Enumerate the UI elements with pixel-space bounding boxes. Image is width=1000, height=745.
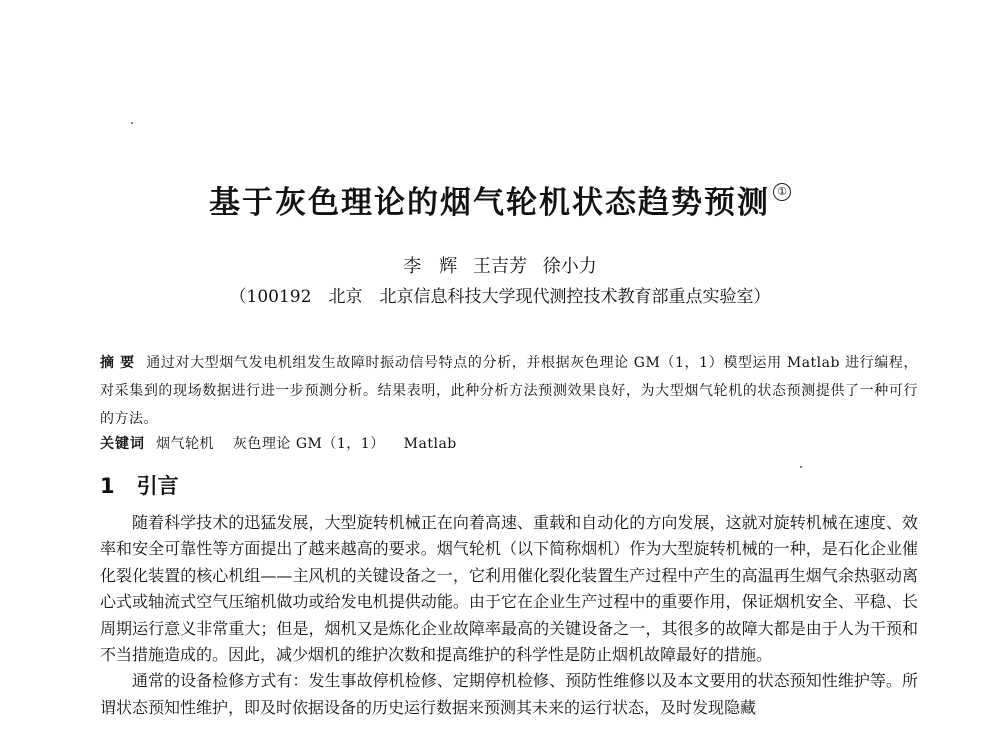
footnote-mark: ① — [773, 183, 791, 201]
keyword: Matlab — [403, 436, 457, 452]
keyword: 灰色理论 GM（1，1） — [232, 436, 385, 452]
paper-title — [0, 181, 1000, 225]
author-name: 徐小力 — [542, 256, 597, 277]
section-heading — [100, 470, 179, 502]
keyword: 烟气轮机 — [155, 436, 214, 452]
keywords — [100, 431, 918, 457]
section-title: 引言 — [136, 474, 179, 498]
body-text — [100, 510, 918, 721]
author-name: 李 辉 — [403, 256, 458, 277]
scan-speck — [800, 466, 802, 468]
abstract — [100, 349, 918, 433]
section-number: 1 — [100, 474, 115, 498]
abstract-text: 通过对大型烟气发电机组发生故障时振动信号特点的分析，并根据灰色理论 GM（1，1）模型运用 Matlab 进行编程，对采集到的现场数据进行进一步预测分析。结果表明，此种分析方法预测效果良好，为大型烟气轮机的状态预测提供了一种可行的方法。 — [100, 355, 919, 427]
paragraph: 通常的设备检修方式有：发生事故停机检修、定期停机检修、预防性维修以及本文要用的状态预知性维护等。所谓状态预知性维护，即及时依据设备的历史运行数据来预测其未来的运行状态，及时发现隐藏 — [100, 671, 918, 717]
keywords-label: 关键词 — [100, 436, 145, 452]
paper-title-text: 基于灰色理论的烟气轮机状态趋势预测 — [209, 185, 770, 221]
author-name: 王吉芳 — [473, 256, 527, 277]
scan-speck — [131, 122, 133, 124]
abstract-label: 摘要 — [100, 355, 141, 371]
author-list — [0, 254, 1000, 280]
paragraph: 随着科学技术的迅猛发展，大型旋转机械正在向着高速、重载和自动化的方向发展，这就对旋转机械在速度、效率和安全可靠性等方面提出了越来越高的要求。烟气轮机（以下简称烟机）作为大型旋转机械的一种，是石化企业催化裂化装置的核心机组——主风机的关键设备之一，它利用催化裂化装置生产过程中产生的高温再生烟气余热驱动离心式或轴流式空气压缩机做功或给发电机提供动能。由于它在企业生产过程中的重要作用，保证烟机安全、平稳、长周期运行意义非常重大；但是，烟机又是炼化企业故障率最高的关键设备之一，其很多的故障大都是由于人为干预和不当措施造成的。因此，减少烟机的维护次数和提高维护的科学性是防止烟机故障最好的措施。 — [100, 513, 918, 665]
affiliation: （100192 北京 北京信息科技大学现代测控技术教育部重点实验室） — [229, 287, 771, 307]
